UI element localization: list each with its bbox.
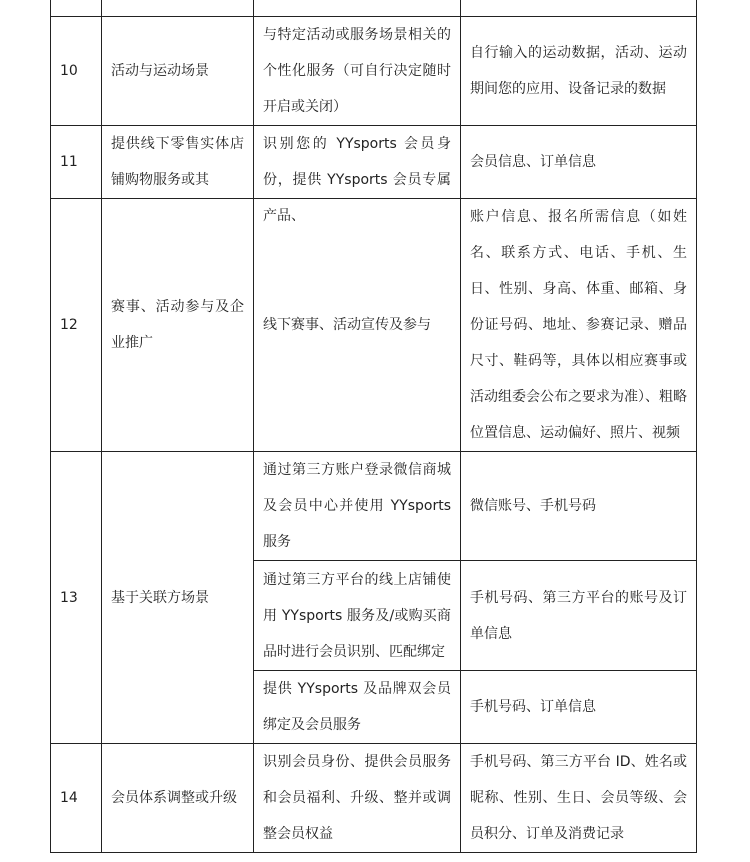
- purpose-cell: 提供 YYsports 及品牌双会员绑定及会员服务: [254, 671, 461, 744]
- purpose-cell: [254, 0, 461, 17]
- data-cell: 微信账号、手机号码: [461, 452, 697, 561]
- scene-cell: [102, 0, 254, 17]
- row-number: 10: [51, 17, 102, 126]
- row-number: 13: [51, 452, 102, 744]
- scene-cell: 基于关联方场景: [102, 452, 254, 744]
- purpose-text: 识别您的 YYsports 会员身份，提供 YYsports 会员专属产品、: [263, 136, 451, 224]
- purpose-cell: 与特定活动或服务场景相关的个性化服务（可自行决定随时开启或关闭）: [254, 17, 461, 126]
- purpose-cell: 通过第三方平台的线上店铺使用 YYsports 服务及/或购买商品时进行会员识别、匹配绑定: [254, 561, 461, 671]
- scene-cell: 活动与运动场景: [102, 17, 254, 126]
- table-row: [51, 199, 697, 452]
- row-number: [51, 0, 102, 17]
- row-number: 12: [51, 199, 102, 452]
- purpose-cell: 线下赛事、活动宣传及参与: [254, 199, 461, 452]
- scene-cell: 赛事、活动参与及企业推广: [102, 199, 254, 452]
- purpose-cell: 通过第三方账户登录微信商城及会员中心并使用 YYsports 服务: [254, 452, 461, 561]
- scene-cell: 会员体系调整或升级: [102, 744, 254, 853]
- data-cell: 账户信息、报名所需信息（如姓名、联系方式、电话、手机、生日、性别、身高、体重、邮箱、身份证号码、地址、参赛记录、赠品尺寸、鞋码等，具体以相应赛事或活动组委会公布之要求为准）、粗略位置信息、运动偏好、照片、视频: [461, 199, 697, 452]
- purpose-cell: 识别会员身份、提供会员服务和会员福利、升级、整并或调整会员权益: [254, 744, 461, 853]
- data-cell: 手机号码、第三方平台的账号及订单信息: [461, 561, 697, 671]
- table-row: [51, 0, 697, 17]
- purpose-cell: [254, 126, 461, 224]
- table-row: [51, 452, 697, 561]
- data-cell: 会员信息、订单信息: [461, 126, 697, 199]
- scene-text: 提供线下零售实体店铺购物服务或其: [111, 136, 244, 188]
- data-cell: [461, 0, 697, 17]
- data-cell: 自行输入的运动数据，活动、运动期间您的应用、设备记录的数据: [461, 17, 697, 126]
- scene-cell: [102, 126, 254, 199]
- row-number: 11: [51, 126, 102, 199]
- personal-info-table: [50, 0, 697, 853]
- data-cell: 手机号码、订单信息: [461, 671, 697, 744]
- table-row: [51, 744, 697, 853]
- row-number: 14: [51, 744, 102, 853]
- table-row: [51, 17, 697, 126]
- data-cell: 手机号码、第三方平台 ID、姓名或昵称、性别、生日、会员等级、会员积分、订单及消费记录: [461, 744, 697, 853]
- table-row: [51, 126, 697, 199]
